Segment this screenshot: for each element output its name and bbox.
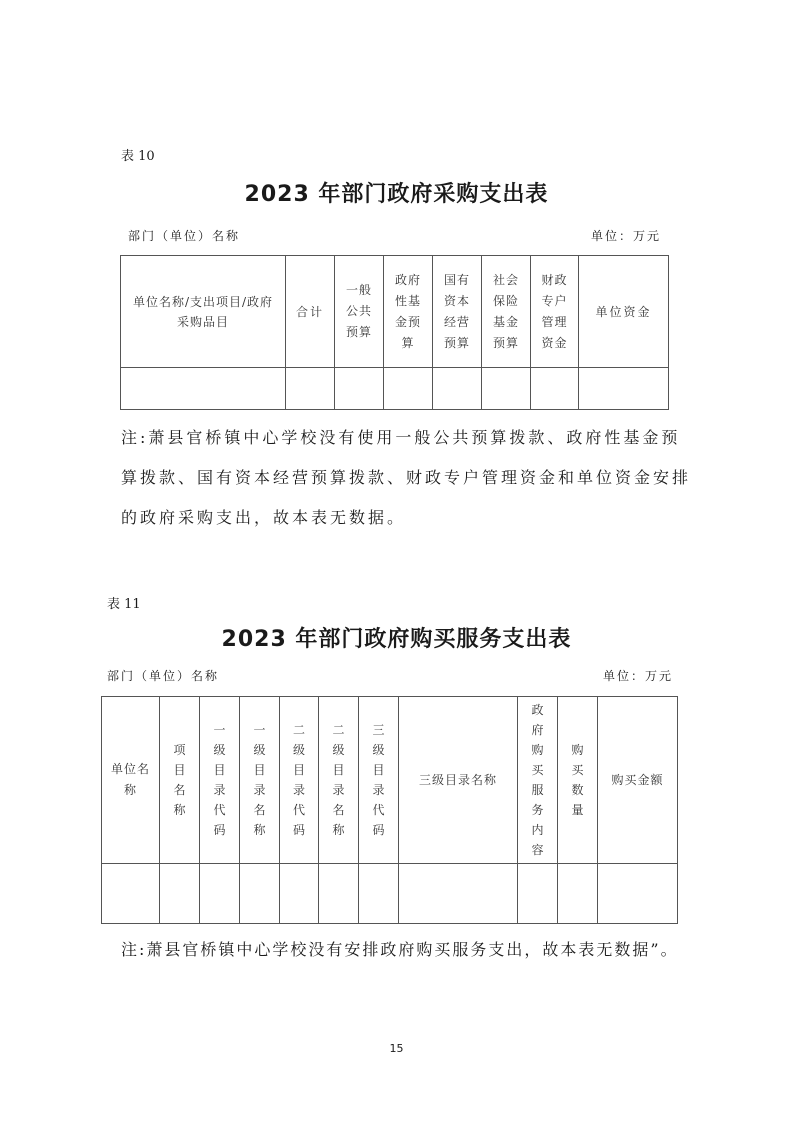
table11-label: 表 11 <box>107 597 141 612</box>
table11-cell <box>280 864 319 924</box>
table10-cell <box>384 368 433 410</box>
table10-cell <box>482 368 531 410</box>
table10-header-cell: 政府性基金预算 <box>384 256 433 368</box>
table11-header-cell: 单位名称 <box>102 697 160 864</box>
table11-cell <box>319 864 359 924</box>
table11-cell <box>558 864 598 924</box>
table10-cell <box>579 368 669 410</box>
table10-cell <box>531 368 579 410</box>
table-row <box>121 368 669 410</box>
table11-unit-label: 单位：万元 <box>602 669 673 683</box>
table10-header-cell: 国有资本经营预算 <box>433 256 482 368</box>
table11-cell <box>200 864 240 924</box>
table11-header-row <box>102 697 678 864</box>
table-row <box>102 864 678 924</box>
table11-cell <box>160 864 200 924</box>
table10-cell <box>286 368 335 410</box>
table11-cell <box>240 864 280 924</box>
table10-grid <box>120 255 669 410</box>
table10-header-cell: 社会保险基金预算 <box>482 256 531 368</box>
table10-header-row <box>121 256 669 368</box>
table11-header-cell: 政府购买服务内容 <box>518 697 558 864</box>
table10-note-line-2: 算拨款、国有资本经营预算拨款、财政专户管理资金和单位资金安排 <box>121 468 692 487</box>
table10-note-line-1: 注:萧县官桥镇中心学校没有使用一般公共预算拨款、政府性基金预 <box>121 428 681 447</box>
table11-header-cell: 一级目录代码 <box>200 697 240 864</box>
table10-header-cell: 一般公共预算 <box>335 256 384 368</box>
table10-unit-label: 单位：万元 <box>590 229 661 243</box>
table11-cell <box>399 864 518 924</box>
table11-header-cell: 三级目录名称 <box>399 697 518 864</box>
table10-dept-label: 部门（单位）名称 <box>128 229 241 243</box>
table11-header-cell: 项目名称 <box>160 697 200 864</box>
table10-cell <box>121 368 286 410</box>
page-number: 15 <box>389 1042 404 1055</box>
table10-title: 2023 年部门政府采购支出表 <box>244 182 549 207</box>
table11-header-cell: 二级目录名称 <box>319 697 359 864</box>
table10-label: 表 10 <box>121 149 155 164</box>
table11-cell <box>102 864 160 924</box>
table10-header-cell: 合计 <box>286 256 335 368</box>
table11-cell <box>598 864 678 924</box>
table11-dept-label: 部门（单位）名称 <box>107 669 220 683</box>
table10-header-cell: 财政专户管理资金 <box>531 256 579 368</box>
table11-header-cell: 购买数量 <box>558 697 598 864</box>
table11-grid <box>101 696 678 924</box>
table10-cell <box>433 368 482 410</box>
table11-cell <box>518 864 558 924</box>
table10-header-cell: 单位资金 <box>579 256 669 368</box>
table11-header-cell: 购买金额 <box>598 697 678 864</box>
table11-title: 2023 年部门政府购买服务支出表 <box>221 627 572 652</box>
table11-note: 注:萧县官桥镇中心学校没有安排政府购买服务支出，故本表无数据”。 <box>121 940 679 959</box>
table11-header-cell: 一级目录名称 <box>240 697 280 864</box>
table10-note-line-3: 的政府采购支出，故本表无数据。 <box>121 508 407 527</box>
table10-cell <box>335 368 384 410</box>
table11-header-cell: 三级目录代码 <box>359 697 399 864</box>
table10-header-cell: 单位名称/支出项目/政府采购品目 <box>121 256 286 368</box>
table11-cell <box>359 864 399 924</box>
table11-header-cell: 二级目录代码 <box>280 697 319 864</box>
